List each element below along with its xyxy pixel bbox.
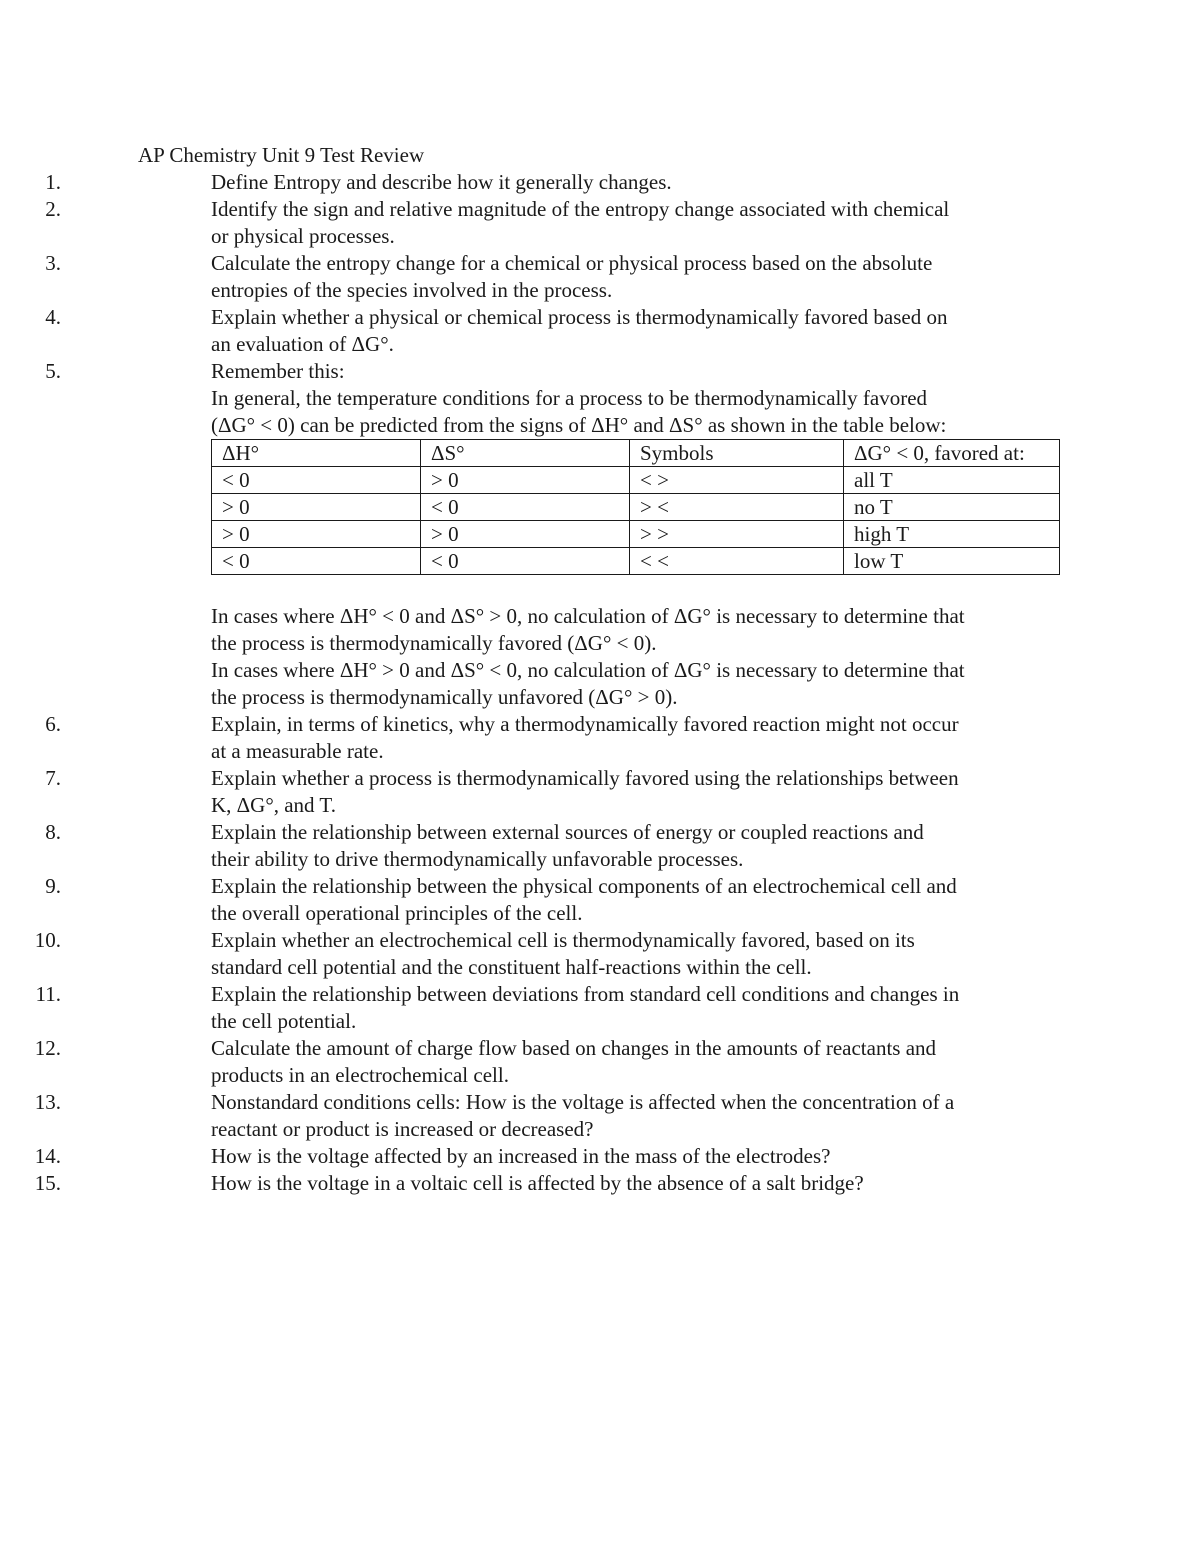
item-number: 6. [45,712,61,736]
note-text: In cases where ΔH° > 0 and ΔS° < 0, no calculation of ΔG° is necessary to determine that [211,658,965,682]
list-item-3 [0,250,1061,304]
table-cell: < > [630,467,844,494]
item-number: 7. [45,766,61,790]
item-text: at a measurable rate. [211,739,384,763]
item-text: Nonstandard conditions cells: How is the voltage is affected when the concentration of a [211,1090,955,1114]
table-cell: < 0 [212,548,421,575]
item-text: Identify the sign and relative magnitude of the entropy change associated with chemical [211,197,950,221]
item-text: Explain the relationship between deviations from standard cell conditions and changes in [211,982,960,1006]
item-number: 8. [45,820,61,844]
item-text: their ability to drive thermodynamically unfavorable processes. [211,847,744,871]
item-text: Explain the relationship between the physical components of an electrochemical cell and [211,874,957,898]
item-number: 2. [45,197,61,221]
list-item-5 [0,358,1061,711]
list-item-4 [0,304,1061,358]
item-number: 14. [34,1144,61,1168]
item-text: How is the voltage affected by an increased in the mass of the electrodes? [211,1144,831,1168]
table-cell: > 0 [421,467,630,494]
item-text: standard cell potential and the constituent half-reactions within the cell. [211,955,812,979]
table-row [212,494,1060,521]
table-cell: all T [844,467,1060,494]
item-text: Calculate the entropy change for a chemical or physical process based on the absolute [211,251,933,275]
item-number: 4. [45,305,61,329]
table-cell: > < [630,494,844,521]
table-header-cell: ΔH° [212,440,421,467]
item-number: 11. [35,982,61,1006]
list-item-13 [0,1089,1061,1143]
item-text: Explain the relationship between external sources of energy or coupled reactions and [211,820,924,844]
table-row [212,521,1060,548]
list-item-2 [0,196,1061,250]
item-number: 5. [45,359,61,383]
item-text: the cell potential. [211,1009,357,1033]
list-item-7 [0,765,1061,819]
item-text: reactant or product is increased or decreased? [211,1117,594,1141]
thermodynamic-favorability-table [211,439,1060,575]
item-text: entropies of the species involved in the process. [211,278,613,302]
table-cell: > 0 [212,521,421,548]
item-text: Remember this: [211,359,345,383]
item-text: products in an electrochemical cell. [211,1063,509,1087]
item-number: 3. [45,251,61,275]
item-number: 1. [45,170,61,194]
list-item-11 [0,981,1061,1035]
item-text: Explain whether a physical or chemical process is thermodynamically favored based on [211,305,948,329]
item-number: 10. [34,928,61,952]
table-cell: no T [844,494,1060,521]
table-cell: < < [630,548,844,575]
table-cell: low T [844,548,1060,575]
table-header-row [212,440,1060,467]
table-cell: < 0 [421,494,630,521]
list-item-6 [0,711,1061,765]
list-item-1 [0,169,1061,196]
item-text: (ΔG° < 0) can be predicted from the signs of ΔH° and ΔS° as shown in the table below: [211,413,947,437]
review-list [0,169,1200,1197]
item-text: K, ΔG°, and T. [211,793,336,817]
item-text: Explain whether an electrochemical cell is thermodynamically favored, based on its [211,928,915,952]
table-cell: < 0 [421,548,630,575]
item-number: 9. [45,874,61,898]
item-text: Define Entropy and describe how it generally changes. [211,170,672,194]
item-text: Calculate the amount of charge flow based on changes in the amounts of reactants and [211,1036,937,1060]
table-cell: > 0 [421,521,630,548]
item-text: Explain, in terms of kinetics, why a thermodynamically favored reaction might not occur [211,712,959,736]
item-text: an evaluation of ΔG°. [211,332,394,356]
note-text: the process is thermodynamically unfavored (ΔG° > 0). [211,685,678,709]
item-number: 13. [34,1090,61,1114]
note-text: the process is thermodynamically favored (ΔG° < 0). [211,631,657,655]
list-item-10 [0,927,1061,981]
item-text: Explain whether a process is thermodynamically favored using the relationships between [211,766,959,790]
table-header-cell: ΔS° [421,440,630,467]
list-item-8 [0,819,1061,873]
table-cell: > > [630,521,844,548]
table-row [212,548,1060,575]
note-text: In cases where ΔH° < 0 and ΔS° > 0, no calculation of ΔG° is necessary to determine that [211,604,965,628]
table-cell: high T [844,521,1060,548]
thermo-table-wrapper [211,439,1059,575]
item-number: 15. [34,1171,61,1195]
list-item-9 [0,873,1061,927]
table-cell: < 0 [212,467,421,494]
list-item-14 [0,1143,1061,1170]
item-text: How is the voltage in a voltaic cell is affected by the absence of a salt bridge? [211,1171,864,1195]
item-text: or physical processes. [211,224,395,248]
table-cell: > 0 [212,494,421,521]
table-header-cell: ΔG° < 0, favored at: [844,440,1060,467]
list-item-12 [0,1035,1061,1089]
table-header-cell: Symbols [630,440,844,467]
table-row [212,467,1060,494]
spacer [211,575,1061,603]
document-title: AP Chemistry Unit 9 Test Review [138,143,425,167]
list-item-15 [0,1170,1061,1197]
item-text: In general, the temperature conditions for a process to be thermodynamically favored [211,386,928,410]
item-text: the overall operational principles of the cell. [211,901,583,925]
item-number: 12. [34,1036,61,1060]
